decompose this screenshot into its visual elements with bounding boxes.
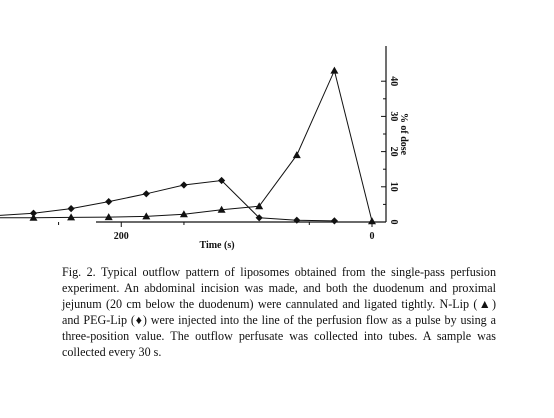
data-point-triangle: [330, 67, 338, 74]
series-line-triangle: [0, 71, 372, 222]
data-point-diamond: [331, 217, 338, 224]
figure-caption: Fig. 2. Typical outflow pattern of liposomes obtained from the single-pass perfusion experiment. An abdominal incision was made, and both the duodenum and proximal jejunum (20 cm below the duodenum) were cannulated and ligated tightly. N-Lip (▲) and PEG-Lip (♦) were injected into the line of the perfusion flow as a pulse by using a three-position value. The outflow perfusate was collected into tubes. A sample was collected every 30 s.: [62, 265, 496, 359]
data-point-diamond: [105, 198, 112, 205]
y-tick-label: 30: [388, 111, 399, 122]
y-tick-label: 0: [388, 219, 399, 225]
data-point-diamond: [293, 217, 300, 224]
x-axis-title: Time (s): [199, 240, 235, 251]
data-point-diamond: [143, 190, 150, 197]
data-point-diamond: [68, 205, 75, 212]
y-tick-label: 40: [388, 76, 399, 87]
chart-series: [0, 67, 376, 225]
data-point-diamond: [180, 181, 187, 188]
y-axis-title: % of dose: [398, 112, 409, 156]
data-point-triangle: [368, 217, 376, 224]
y-tick-label: 20: [388, 146, 399, 157]
y-tick-label: 10: [388, 181, 399, 192]
x-tick-label: 200: [113, 231, 129, 242]
data-point-triangle: [293, 151, 301, 158]
x-tick-label: 0: [369, 231, 375, 242]
data-point-triangle: [255, 202, 263, 209]
